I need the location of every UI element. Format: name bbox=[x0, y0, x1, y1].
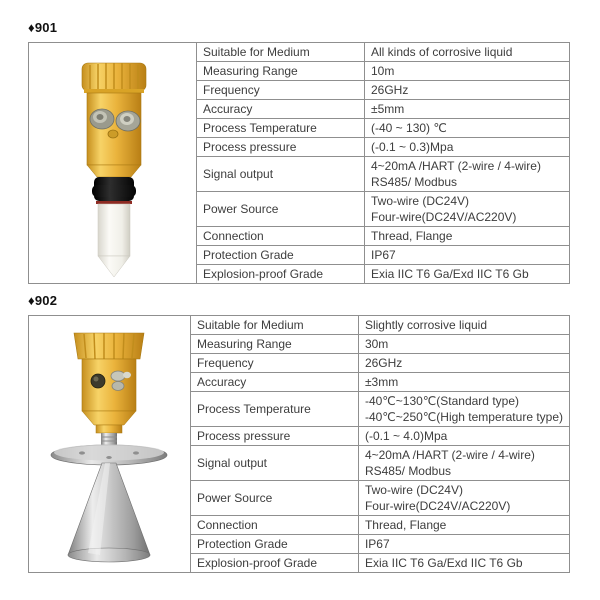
spec-label: Accuracy bbox=[191, 373, 359, 391]
spec-value bbox=[365, 192, 569, 226]
spec-row bbox=[191, 354, 569, 373]
spec-value-line: All kinds of corrosive liquid bbox=[371, 45, 513, 59]
spec-label: Connection bbox=[197, 227, 365, 245]
section-902 bbox=[28, 293, 570, 573]
spec-label: Connection bbox=[191, 516, 359, 534]
spec-value bbox=[365, 246, 569, 264]
spec-row bbox=[191, 535, 569, 554]
spec-row bbox=[197, 192, 569, 227]
spec-rows-901 bbox=[197, 43, 569, 283]
spec-label: Frequency bbox=[197, 81, 365, 99]
spec-value-line: RS485/ Modbus bbox=[371, 175, 458, 189]
spec-value bbox=[359, 554, 569, 572]
spec-row bbox=[191, 446, 569, 481]
spec-value bbox=[365, 81, 569, 99]
product-photo-rod-antenna-radar-sensor bbox=[34, 47, 192, 279]
spec-label: Process Temperature bbox=[191, 392, 359, 426]
spec-rows-902 bbox=[191, 316, 569, 572]
spec-value bbox=[365, 43, 569, 61]
section-title-901: ♦901 bbox=[28, 20, 58, 35]
spec-value-line: Exia IIC T6 Ga/Exd IIC T6 Gb bbox=[364, 556, 523, 570]
spec-label: Measuring Range bbox=[191, 335, 359, 353]
spec-label: Protection Grade bbox=[197, 246, 365, 264]
spec-table-901 bbox=[28, 42, 570, 284]
spec-value-line: ±3mm bbox=[364, 375, 399, 389]
spec-table-902 bbox=[28, 315, 570, 573]
spec-value-line: (-0.1 ~ 4.0)Mpa bbox=[364, 429, 448, 443]
spec-label: Power Source bbox=[191, 481, 359, 515]
spec-value-line: Thread, Flange bbox=[364, 518, 447, 532]
spec-value bbox=[365, 100, 569, 118]
spec-row bbox=[191, 481, 569, 516]
spec-value bbox=[359, 335, 569, 353]
spec-row bbox=[197, 157, 569, 192]
section-title-902: ♦902 bbox=[28, 293, 58, 308]
spec-label: Explosion-proof Grade bbox=[197, 265, 365, 283]
spec-value bbox=[365, 157, 569, 191]
spec-value bbox=[365, 119, 569, 137]
spec-row bbox=[197, 62, 569, 81]
spec-label: Suitable for Medium bbox=[197, 43, 365, 61]
spec-row bbox=[191, 516, 569, 535]
spec-value-line: 26GHz bbox=[364, 356, 403, 370]
spec-value-line: (-40 ~ 130) ℃ bbox=[371, 121, 447, 135]
spec-value-line: Two-wire (DC24V) bbox=[371, 194, 470, 208]
spec-row bbox=[197, 119, 569, 138]
spec-label: Process Temperature bbox=[197, 119, 365, 137]
spec-value-line: Slightly corrosive liquid bbox=[364, 318, 488, 332]
spec-value bbox=[359, 392, 569, 426]
spec-row bbox=[191, 392, 569, 427]
spec-value-line: -40℃~130℃(Standard type) bbox=[364, 394, 519, 408]
spec-value bbox=[365, 265, 569, 283]
section-901 bbox=[28, 20, 570, 284]
spec-row bbox=[197, 265, 569, 283]
spec-value bbox=[359, 427, 569, 445]
spec-row bbox=[191, 554, 569, 572]
spec-value-line: Thread, Flange bbox=[371, 229, 453, 243]
spec-value bbox=[359, 516, 569, 534]
spec-value bbox=[359, 535, 569, 553]
spec-label: Frequency bbox=[191, 354, 359, 372]
spec-value-line: IP67 bbox=[364, 537, 390, 551]
spec-value-line: 10m bbox=[371, 64, 395, 78]
spec-row bbox=[197, 100, 569, 119]
spec-label: Protection Grade bbox=[191, 535, 359, 553]
product-image-cell-902 bbox=[29, 316, 191, 572]
spec-value-line: Four-wire(DC24V/AC220V) bbox=[371, 210, 517, 224]
spec-value-line: Four-wire(DC24V/AC220V) bbox=[364, 499, 511, 513]
spec-row bbox=[191, 427, 569, 446]
spec-value bbox=[359, 446, 569, 480]
spec-value bbox=[359, 481, 569, 515]
spec-value bbox=[365, 227, 569, 245]
spec-value bbox=[359, 316, 569, 334]
spec-value-line: Two-wire (DC24V) bbox=[364, 483, 463, 497]
spec-label: Signal output bbox=[197, 157, 365, 191]
spec-label: Suitable for Medium bbox=[191, 316, 359, 334]
spec-value-line: 30m bbox=[364, 337, 389, 351]
spec-label: Power Source bbox=[197, 192, 365, 226]
spec-label: Signal output bbox=[191, 446, 359, 480]
spec-row bbox=[191, 335, 569, 354]
spec-label: Process pressure bbox=[197, 138, 365, 156]
spec-value-line: 26GHz bbox=[371, 83, 409, 97]
spec-row bbox=[197, 138, 569, 157]
spec-value-line: 4~20mA /HART (2-wire / 4-wire) bbox=[364, 448, 535, 462]
spec-label: Accuracy bbox=[197, 100, 365, 118]
spec-row bbox=[197, 227, 569, 246]
spec-value-line: (-0.1 ~ 0.3)Mpa bbox=[371, 140, 454, 154]
spec-row bbox=[197, 246, 569, 265]
spec-label: Measuring Range bbox=[197, 62, 365, 80]
spec-value bbox=[365, 138, 569, 156]
spec-value-line: ±5mm bbox=[371, 102, 405, 116]
spec-value bbox=[359, 354, 569, 372]
spec-label: Process pressure bbox=[191, 427, 359, 445]
product-photo-horn-antenna-radar-sensor bbox=[30, 319, 188, 569]
spec-value-line: -40℃~250℃(High temperature type) bbox=[364, 410, 563, 424]
spec-value-line: RS485/ Modbus bbox=[364, 464, 452, 478]
spec-value-line: Exia IIC T6 Ga/Exd IIC T6 Gb bbox=[371, 267, 529, 281]
spec-row bbox=[191, 373, 569, 392]
spec-value bbox=[359, 373, 569, 391]
product-image-cell-901 bbox=[29, 43, 197, 283]
spec-row bbox=[191, 316, 569, 335]
spec-label: Explosion-proof Grade bbox=[191, 554, 359, 572]
spec-value-line: IP67 bbox=[371, 248, 396, 262]
spec-row bbox=[197, 81, 569, 100]
spec-value bbox=[365, 62, 569, 80]
spec-value-line: 4~20mA /HART (2-wire / 4-wire) bbox=[371, 159, 541, 173]
spec-row bbox=[197, 43, 569, 62]
